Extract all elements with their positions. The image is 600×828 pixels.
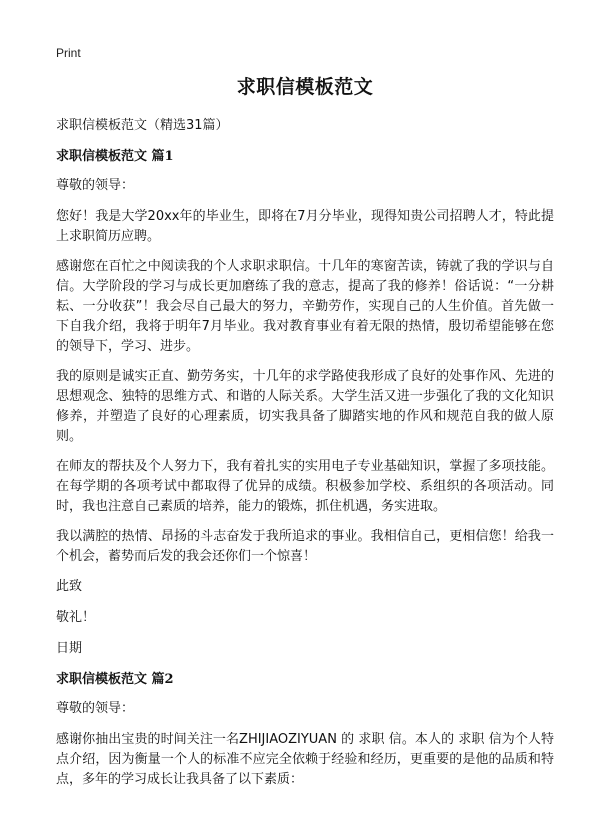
body-paragraph: 我以满腔的热情、昂扬的斗志奋发于我所追求的事业。我相信自己，更相信您！给我一个机会，蓄势而后发的我会还你们一个惊喜！ <box>56 529 554 564</box>
body-paragraph: 感谢你抽出宝贵的时间关注一名ZHIJIAOZIYUAN 的 求职 信。本人的 求职 信为个人特点介绍，因为衡量一个人的标准不应完全依赖于经验和经历，更重要的是他的品质和特点，多年的学习成长让我具备了以下素质： <box>56 732 554 787</box>
section-heading: 求职信模板范文 篇1 <box>56 149 174 164</box>
date-label: 日期 <box>56 641 83 656</box>
print-label: Print <box>56 46 81 60</box>
body-paragraph: 我的原则是诚实正直、勤劳务实，十几年的求学路使我形成了良好的处事作风、先进的思想观念、独特的思维方式、和谐的人际关系。大学生活又进一步强化了我的文化知识修养，并塑造了良好的心理素质，切实我具备了脚踏实地的作风和规范自我的做人原则。 <box>56 369 554 444</box>
salutation: 尊敬的领导： <box>56 701 135 716</box>
closing-line: 敬礼！ <box>56 610 96 625</box>
salutation: 尊敬的领导： <box>56 178 135 193</box>
body-paragraph: 在师友的帮扶及个人努力下，我有着扎实的实用电子专业基础知识，掌握了多项技能。在每学期的各项考试中都取得了优异的成绩。积极参加学校、系组织的各项活动。同时，我也注意自己素质的培养，能力的锻炼，抓住机遇，务实进取。 <box>56 459 554 514</box>
body-paragraph: 您好！我是大学20xx年的毕业生，即将在7月分毕业，现得知贵公司招聘人才，特此提上求职简历应聘。 <box>56 209 554 244</box>
body-paragraph: 感谢您在百忙之中阅读我的个人求职求职信。十几年的寒窗苦读，铸就了我的学识与自信。大学阶段的学习与成长更加磨练了我的意志，提高了我的修养！俗话说：“一分耕耘、一分收获”！我会尽自己最大的努力，辛勤劳作，实现自己的人生价值。首先做一下自我介绍，我将于明年7月毕业。我对教育事业有着无限的热情，殷切希望能够在您的领导下，学习、进步。 <box>56 259 554 354</box>
document-subtitle: 求职信模板范文（精选31篇） <box>56 118 229 133</box>
document-title: 求职信模板范文 <box>236 76 374 98</box>
section-heading: 求职信模板范文 篇2 <box>56 672 174 687</box>
closing-line: 此致 <box>56 579 83 594</box>
